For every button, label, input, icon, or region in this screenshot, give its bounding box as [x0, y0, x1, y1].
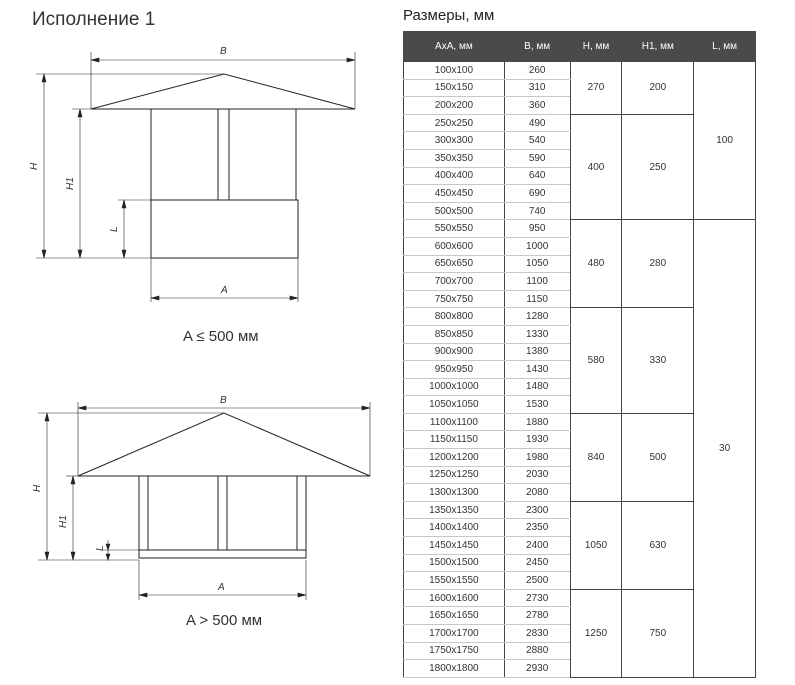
cell-b: 2080	[504, 484, 570, 502]
cell-axa: 800x800	[404, 308, 505, 326]
cell-h1: 280	[622, 220, 694, 308]
header-h: H, мм	[570, 32, 622, 62]
cell-axa: 950x950	[404, 361, 505, 379]
cap-roof	[91, 74, 355, 109]
cell-axa: 1350x1350	[404, 501, 505, 519]
cell-axa: 1550x1550	[404, 572, 505, 590]
cell-axa: 450x450	[404, 185, 505, 203]
header-axa: AxA, мм	[404, 32, 505, 62]
cell-axa: 600x600	[404, 237, 505, 255]
cap-pipe	[151, 200, 298, 258]
label-b: B	[220, 395, 227, 406]
cell-axa: 1200x1200	[404, 449, 505, 467]
cell-b: 590	[504, 149, 570, 167]
cell-b: 2300	[504, 501, 570, 519]
cell-axa: 1250x1250	[404, 466, 505, 484]
cell-b: 1430	[504, 361, 570, 379]
cell-axa: 400x400	[404, 167, 505, 185]
cell-b: 490	[504, 114, 570, 132]
cell-axa: 750x750	[404, 290, 505, 308]
sizes-table	[403, 31, 756, 678]
label-l: L	[95, 545, 106, 551]
label-h: H	[29, 162, 40, 170]
cell-axa: 1750x1750	[404, 642, 505, 660]
table-row	[404, 220, 756, 238]
cell-b: 2400	[504, 537, 570, 555]
cell-axa: 850x850	[404, 325, 505, 343]
cell-b: 740	[504, 202, 570, 220]
cell-b: 2780	[504, 607, 570, 625]
cell-axa: 550x550	[404, 220, 505, 238]
cell-b: 640	[504, 167, 570, 185]
cell-b: 2930	[504, 660, 570, 678]
cell-b: 1380	[504, 343, 570, 361]
cell-b: 1980	[504, 449, 570, 467]
cell-h1: 200	[622, 62, 694, 115]
cell-b: 1000	[504, 237, 570, 255]
cell-axa: 1050x1050	[404, 396, 505, 414]
cell-axa: 500x500	[404, 202, 505, 220]
cell-b: 1280	[504, 308, 570, 326]
cell-h1: 750	[622, 589, 694, 677]
cell-h: 400	[570, 114, 622, 220]
cell-b: 310	[504, 79, 570, 97]
cell-b: 2350	[504, 519, 570, 537]
cell-b: 1930	[504, 431, 570, 449]
cell-axa: 1600x1600	[404, 589, 505, 607]
cell-b: 1330	[504, 325, 570, 343]
label-h: H	[32, 484, 43, 492]
cell-b: 2500	[504, 572, 570, 590]
cell-h: 270	[570, 62, 622, 115]
cell-h1: 250	[622, 114, 694, 220]
cell-axa: 1700x1700	[404, 625, 505, 643]
label-b: B	[220, 46, 227, 57]
cell-b: 1530	[504, 396, 570, 414]
cell-axa: 250x250	[404, 114, 505, 132]
label-h1: H1	[65, 177, 76, 190]
cell-axa: 1100x1100	[404, 413, 505, 431]
cell-h1: 500	[622, 413, 694, 501]
table-body	[404, 62, 756, 678]
cell-b: 1480	[504, 378, 570, 396]
cap-base	[139, 550, 306, 558]
cell-h: 1250	[570, 589, 622, 677]
cell-axa: 1500x1500	[404, 554, 505, 572]
cap-roof	[78, 413, 370, 476]
label-a: A	[221, 285, 228, 296]
cell-h: 1050	[570, 501, 622, 589]
cell-b: 360	[504, 97, 570, 115]
cell-h: 840	[570, 413, 622, 501]
cell-b: 1050	[504, 255, 570, 273]
header-b: B, мм	[504, 32, 570, 62]
cap-drawing-large	[38, 402, 370, 600]
cell-h: 480	[570, 220, 622, 308]
label-l: L	[109, 226, 120, 232]
cell-b: 2730	[504, 589, 570, 607]
cell-b: 2830	[504, 625, 570, 643]
cell-axa: 1400x1400	[404, 519, 505, 537]
cell-axa: 650x650	[404, 255, 505, 273]
cell-h1: 630	[622, 501, 694, 589]
cell-h1: 330	[622, 308, 694, 414]
dim-l	[118, 200, 151, 258]
cell-axa: 350x350	[404, 149, 505, 167]
cell-b: 2030	[504, 466, 570, 484]
label-a: A	[218, 582, 225, 593]
cell-axa: 200x200	[404, 97, 505, 115]
cap-drawing-small	[36, 52, 355, 302]
cell-axa: 1450x1450	[404, 537, 505, 555]
header-l: L, мм	[694, 32, 756, 62]
cell-axa: 1000x1000	[404, 378, 505, 396]
dim-a	[139, 560, 306, 600]
cell-axa: 150x150	[404, 79, 505, 97]
cell-l: 30	[694, 220, 756, 677]
cell-l: 100	[694, 62, 756, 220]
header-h1: H1, мм	[622, 32, 694, 62]
cell-h: 580	[570, 308, 622, 414]
cell-b: 260	[504, 62, 570, 80]
sizes-title: Размеры, мм	[403, 7, 495, 24]
cell-b: 540	[504, 132, 570, 150]
caption-large: A > 500 мм	[186, 612, 263, 629]
page-title: Исполнение 1	[32, 9, 156, 30]
cell-b: 1100	[504, 273, 570, 291]
cell-axa: 300x300	[404, 132, 505, 150]
label-h1: H1	[58, 515, 69, 528]
cell-b: 2450	[504, 554, 570, 572]
cell-axa: 1650x1650	[404, 607, 505, 625]
cell-b: 950	[504, 220, 570, 238]
table-row	[404, 62, 756, 80]
caption-small: A ≤ 500 мм	[183, 328, 259, 345]
cell-axa: 900x900	[404, 343, 505, 361]
cell-b: 1880	[504, 413, 570, 431]
cell-b: 2880	[504, 642, 570, 660]
table-header-row	[404, 32, 756, 62]
cell-b: 1150	[504, 290, 570, 308]
cell-axa: 1150x1150	[404, 431, 505, 449]
cell-axa: 100x100	[404, 62, 505, 80]
cell-axa: 1300x1300	[404, 484, 505, 502]
cell-b: 690	[504, 185, 570, 203]
cell-axa: 1800x1800	[404, 660, 505, 678]
cell-axa: 700x700	[404, 273, 505, 291]
